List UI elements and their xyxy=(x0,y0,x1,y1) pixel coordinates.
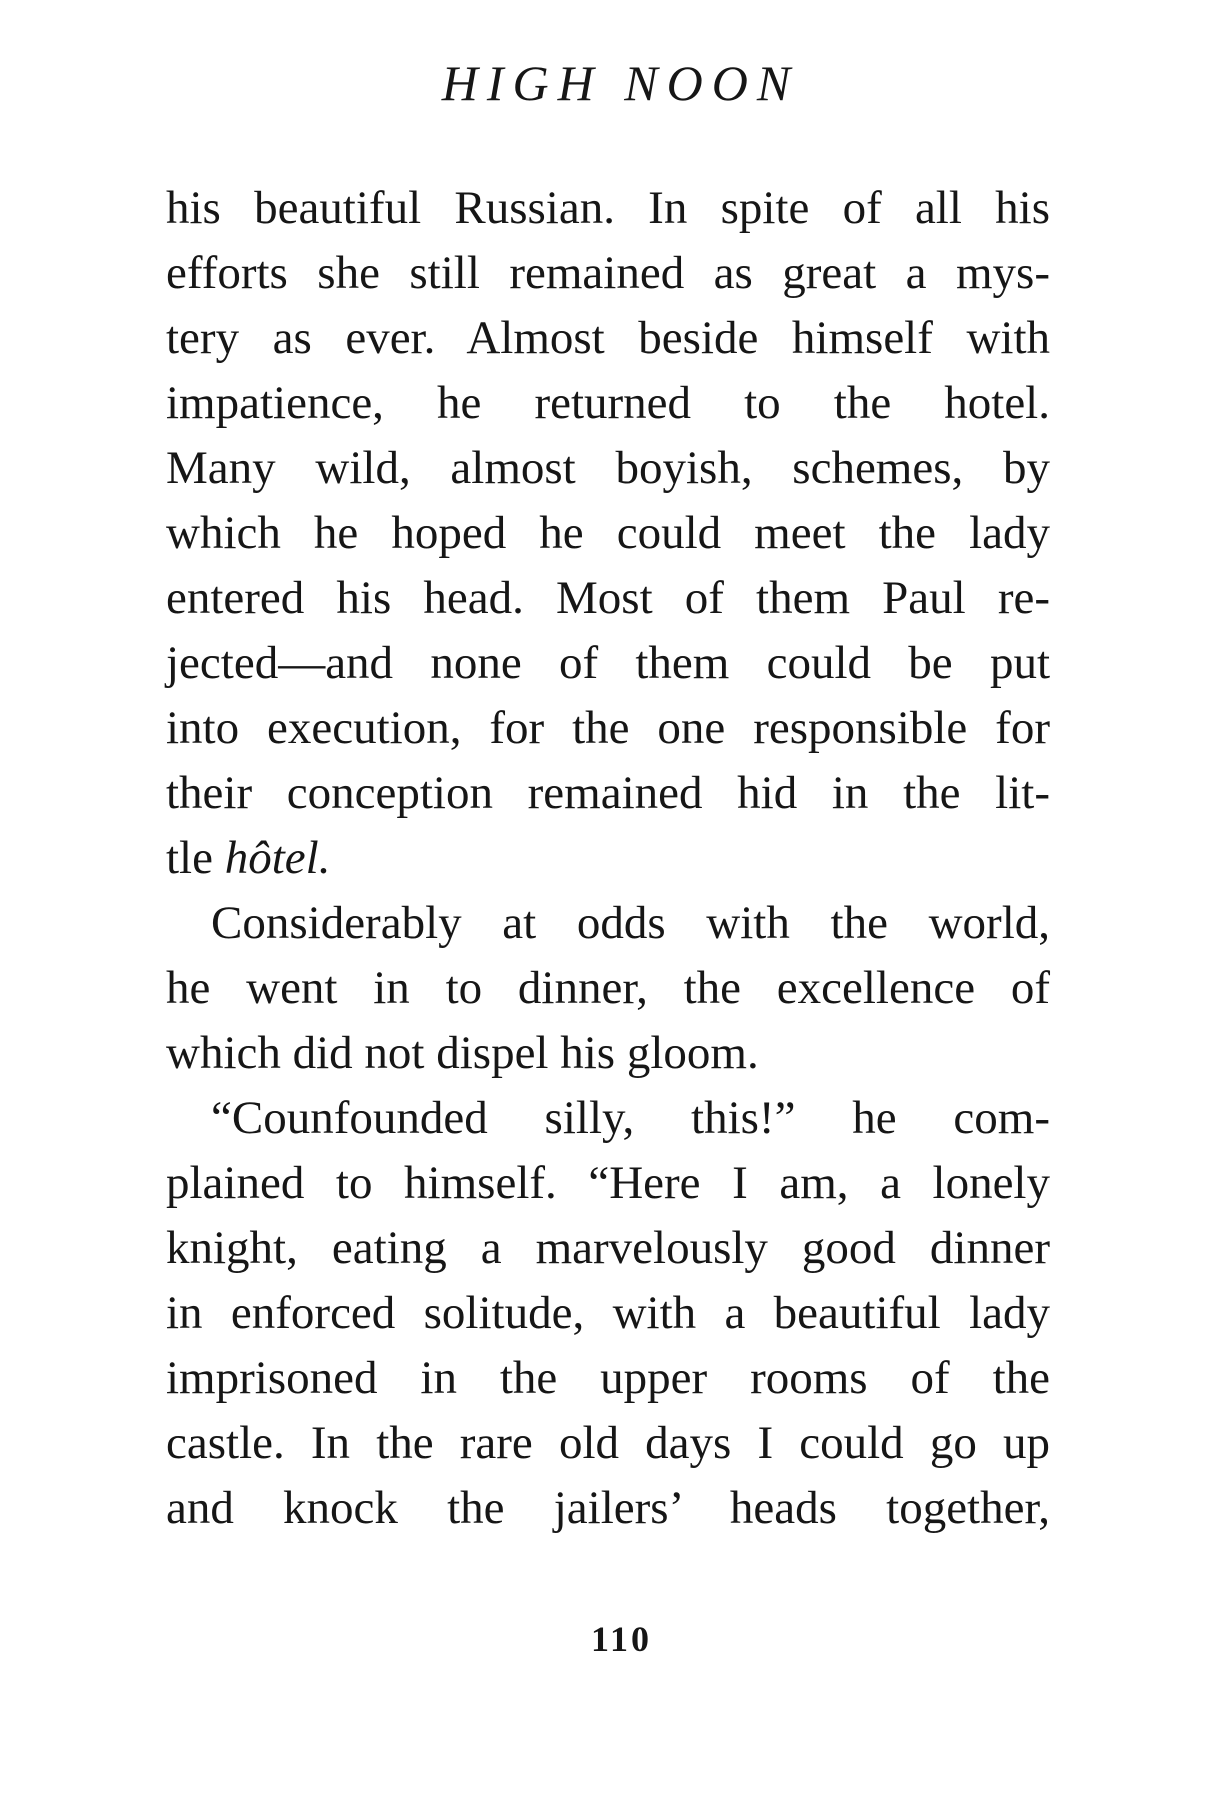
line-text: tle xyxy=(166,832,225,884)
text-line xyxy=(166,1086,1050,1151)
line-text: efforts she still remained as great a mys- xyxy=(166,247,1050,299)
line-text: impatience, he returned to the hotel. xyxy=(166,377,1050,429)
line-text: knight, eating a marvelously good dinner xyxy=(166,1222,1050,1274)
line-text: jected—and none of them could be put xyxy=(166,637,1050,689)
text-line xyxy=(166,1216,1050,1281)
line-text: plained to himself. “Here I am, a lonely xyxy=(166,1157,1050,1209)
line-text: and knock the jailers’ heads together, xyxy=(166,1482,1050,1534)
body-text xyxy=(166,176,1050,1541)
text-line xyxy=(166,956,1050,1021)
text-line xyxy=(166,371,1050,436)
text-line xyxy=(166,1411,1050,1476)
line-text: tery as ever. Almost beside himself with xyxy=(166,312,1050,364)
text-line xyxy=(166,1021,1050,1086)
text-line xyxy=(166,436,1050,501)
text-line xyxy=(166,1346,1050,1411)
text-line xyxy=(166,696,1050,761)
line-text: castle. In the rare old days I could go up xyxy=(166,1417,1050,1469)
line-text: entered his head. Most of them Paul re- xyxy=(166,572,1050,624)
text-line xyxy=(166,761,1050,826)
line-text: he went in to dinner, the excellence of xyxy=(166,962,1050,1014)
line-text: Many wild, almost boyish, schemes, by xyxy=(166,442,1050,494)
text-line xyxy=(166,241,1050,306)
line-text: Considerably at odds with the world, xyxy=(211,897,1050,949)
text-line xyxy=(166,631,1050,696)
text-line xyxy=(166,1281,1050,1346)
text-line xyxy=(166,306,1050,371)
text-line xyxy=(166,826,1050,891)
page-number: 110 xyxy=(590,1619,652,1659)
line-text: his beautiful Russian. In spite of all his xyxy=(166,182,1050,234)
text-line xyxy=(166,891,1050,956)
text-line xyxy=(166,1476,1050,1541)
text-line xyxy=(166,566,1050,631)
line-text: their conception remained hid in the lit- xyxy=(166,767,1050,819)
text-line xyxy=(166,1151,1050,1216)
text-line xyxy=(166,501,1050,566)
line-text: which did not dispel his gloom. xyxy=(166,1027,759,1079)
line-text: which he hoped he could meet the lady xyxy=(166,507,1050,559)
text-line xyxy=(166,176,1050,241)
line-text: in enforced solitude, with a beautiful lady xyxy=(166,1287,1050,1339)
italic-word: hôtel. xyxy=(224,832,331,884)
running-head: HIGH NOON xyxy=(441,55,800,111)
line-text: imprisoned in the upper rooms of the xyxy=(166,1352,1050,1404)
line-text: “Counfounded silly, this!” he com- xyxy=(211,1092,1050,1144)
line-text: into execution, for the one responsible for xyxy=(166,702,1050,754)
